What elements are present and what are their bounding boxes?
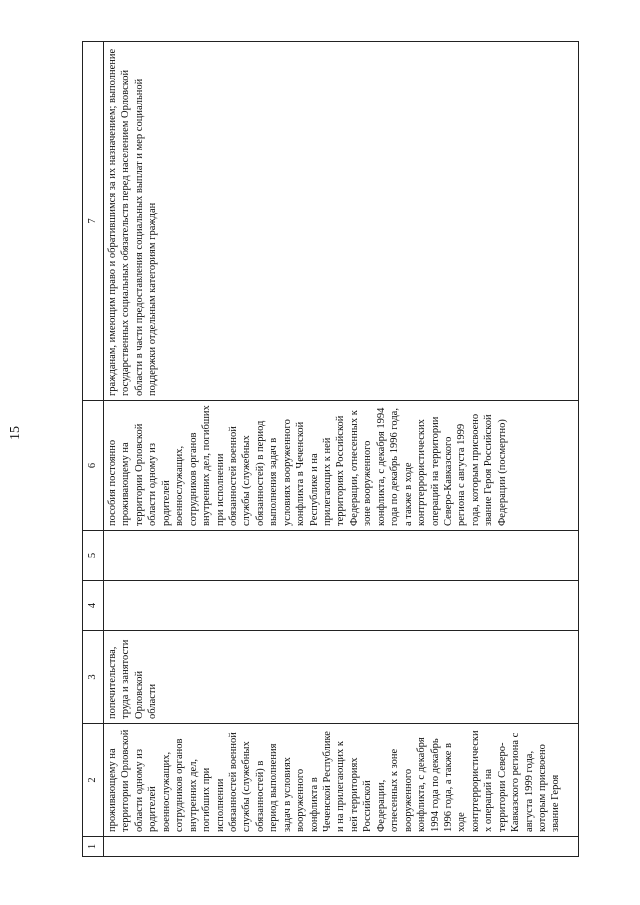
cell-col-1: [104, 837, 579, 857]
header-cell-3: 3: [83, 631, 104, 724]
header-cell-6: 6: [83, 401, 104, 531]
header-cell-1: 1: [83, 837, 104, 857]
header-cell-4: 4: [83, 581, 104, 631]
page-number: 15: [8, 426, 23, 440]
cell-col-4: [104, 581, 579, 631]
header-cell-7: 7: [83, 42, 104, 401]
header-cell-2: 2: [83, 724, 104, 837]
rotated-table-container: [82, 42, 582, 857]
table-header-row: [83, 42, 104, 857]
table-row: [104, 42, 579, 857]
cell-col-2-recipient: проживающему на территории Орловской области одному из родителей военнослужащих, сотрудников органов внутренних дел, погибших при исполнении обязанностей военной службы (служебных обязанностей) в период выполнения задач в условиях вооруженного конфликта в Чеченской Республике и на прилегающих к ней территориях Российской Федерации, отнесенных к зоне вооруженного конфликта, с декабря 1994 года по декабрь 1996 года, а также в ходе контртеррористических операций на территории Северо-Кавказского региона с августа 1999 года, которым присвоено звание Героя: [104, 724, 579, 837]
header-cell-5: 5: [83, 531, 104, 581]
document-table: [82, 41, 579, 857]
cell-col-3-department: попечительства, труда и занятости Орловской области: [104, 631, 579, 724]
cell-col-7-purpose: гражданам, имеющим право и обратившимся за их назначением; выполнение государственных социальных обязательств перед населением Орловской области в части предоставления социальных выплат и мер социальной поддержки отдельным категориям граждан: [104, 42, 579, 401]
cell-col-5: [104, 531, 579, 581]
cell-col-6-benefit: пособия постоянно проживающему на территории Орловской области одному из родителей военнослужащих, сотрудников органов внутренних дел, погибших при исполнении обязанностей военной службы (служебных обязанностей) в период выполнения задач в условиях вооруженного конфликта в Чеченской Республике и на прилегающих к ней территориях Российской Федерации, отнесенных к зоне вооруженного конфликта, с декабря 1994 года по декабрь 1996 года, а также в ходе контртеррористических операций на территории Северо-Кавказского региона с августа 1999 года, которым присвоено звание Героя Российской Федерации (посмертно): [104, 401, 579, 531]
